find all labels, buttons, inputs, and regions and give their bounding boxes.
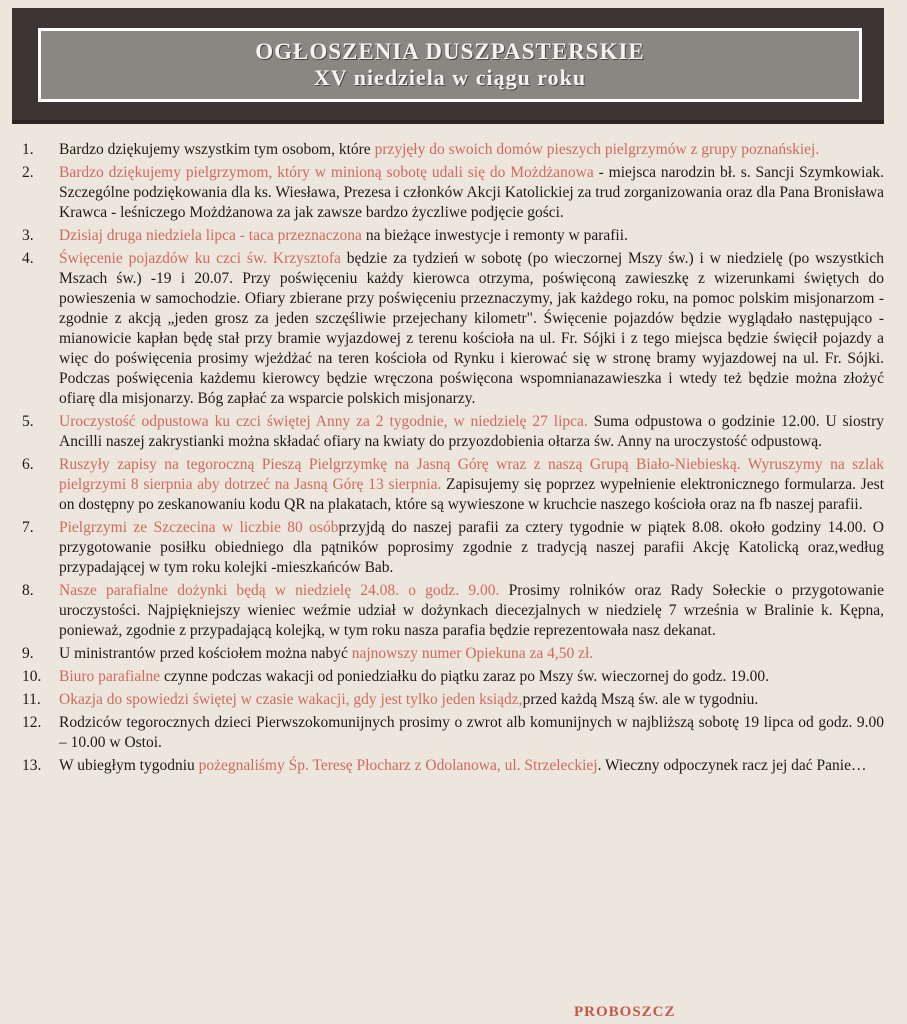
highlighted-text: Dzisiaj druga niedziela lipca - taca przeznaczona: [59, 227, 362, 244]
highlighted-text: Święcenie pojazdów ku czci św. Krzysztofa: [59, 250, 341, 267]
announcement-item: [22, 412, 884, 452]
text-segment: . Wieczny odpoczynek racz jej dać Panie…: [597, 757, 867, 774]
announcement-number: 10.: [22, 668, 42, 685]
announcement-item: [22, 713, 884, 753]
announcement-item: [22, 518, 884, 578]
text-segment: Bardzo dziękujemy wszystkim tym osobom, które: [59, 141, 375, 158]
highlighted-text: pożegnaliśmy Śp. Teresę Płocharz z Odolanowa, ul. Strzeleckiej: [198, 757, 598, 774]
announcement-text: [59, 140, 884, 160]
announcement-text: [59, 226, 884, 246]
text-segment: Zapisujemy się poprzez wypełnienie elektronicznego formularza. Jest on dostępny po zeskanowaniu kodu QR na plakatach, które są wywieszone w kruchcie naszego kościoła oraz na fb naszej parafii.: [59, 476, 885, 513]
announcement-item: [22, 249, 884, 409]
announcement-text: [59, 644, 884, 664]
announcement-number: 9.: [22, 645, 34, 662]
announcement-text: [59, 756, 884, 776]
text-segment: Suma odpustowa o godzinie 12.00. U siostry Ancilli naszej zakrystianki można składać ofiary na kwiaty do przyozdobienia ołtarza św. Anny na uroczystość odpustową.: [59, 413, 884, 450]
highlighted-text: Biuro parafialne: [59, 668, 161, 685]
announcement-text: [59, 581, 884, 641]
text-segment: będzie za tydzień w sobotę (po wieczornej Mszy św.) i w niedzielę (po wszystkich Mszach św.) -19 i 20.07. Przy poświęceniu każdy kierowca otrzyma, poświęconą zawieszkę z wizerunkami świętych do powieszenia w samochodzie. Ofiary zbierane przy poświęceniu przeznaczymy, jak każdego roku, na pomoc polskim misjonarzom - zgodnie z akcją „jeden grosz za jeden szczęśliwie przejechany kilometr". Święcenie pojazdów będzie wyglądało następująco - mianowicie kapłan będę stał przy bramie wyjazdowej z terenu kościoła na ul. Fr. Sójki i z tego miejsca będzie święcił pojazdy a więc do poświęcenia prosimy wjeżdżać na teren kościoła od Rynku i kierować się w stronę bramy wyjazdowej na ul. Fr. Sójki. Podczas poświęcenia każdemu kierowcy będzie wręczona poświęcona wspomnianazawieszka i wtedy też będzie można złożyć ofiarę dla misjonarzy. Bóg zapłać za wsparcie polskich misjonarzy.: [59, 250, 884, 407]
announcement-item: [22, 756, 884, 776]
announcement-number: 11.: [22, 691, 41, 708]
text-segment: U ministrantów przed kościołem można nabyć: [59, 645, 352, 662]
announcement-item: [22, 581, 884, 641]
announcement-number: 6.: [22, 456, 34, 473]
announcement-text: [59, 412, 884, 452]
signature: PROBOSZCZ: [574, 1004, 676, 1020]
announcement-text: [59, 713, 884, 753]
announcement-item: [22, 163, 884, 223]
announcement-number: 1.: [22, 141, 34, 158]
text-segment: przyjdą do naszej parafii za cztery tygodnie w piątek 8.08. około godziny 14.00. O przygotowanie posiłku obiedniego dla pątników poprosimy zgodnie z tradycją naszej parafii Akcję Katolicką oraz,według przypadającej w tym roku kolejki -mieszkańców Bab.: [59, 519, 884, 576]
announcement-item: [22, 644, 884, 664]
announcement-number: 7.: [22, 519, 34, 536]
announcement-item: [22, 667, 884, 687]
header-frame: [38, 28, 862, 102]
announcement-number: 12.: [22, 714, 42, 731]
page-subtitle: XV niedziela w ciągu roku: [313, 65, 587, 90]
announcement-text: [59, 249, 884, 409]
highlighted-text: przyjęły do swoich domów pieszych pielgrzymów z grupy poznańskiej.: [374, 141, 820, 158]
announcement-number: 5.: [22, 413, 34, 430]
text-segment: W ubiegłym tygodniu: [59, 757, 199, 774]
announcement-number: 13.: [22, 757, 42, 774]
highlighted-text: Pielgrzymi ze Szczecina w liczbie 80 osób: [59, 519, 339, 536]
text-segment: na bieżące inwestycje i remonty w parafii.: [361, 227, 628, 244]
announcement-text: [59, 455, 884, 515]
header-banner: [12, 8, 884, 124]
text-segment: Rodziców tegorocznych dzieci Pierwszokomunijnych prosimy o zwrot alb komunijnych w najbliższą sobotę 19 lipca od godz. 9.00 – 10.00 w Ostoi.: [59, 714, 884, 751]
announcement-text: [59, 667, 884, 687]
announcement-number: 8.: [22, 582, 34, 599]
announcement-item: [22, 226, 884, 246]
highlighted-text: Okazja do spowiedzi świętej w czasie wakacji, gdy jest tylko jeden ksiądz,: [59, 691, 523, 708]
announcement-item: [22, 455, 884, 515]
announcement-item: [22, 140, 884, 160]
announcement-number: 4.: [22, 250, 34, 267]
announcement-text: [59, 163, 884, 223]
announcement-text: [59, 518, 884, 578]
text-segment: przed każdą Mszą św. ale w tygodniu.: [522, 691, 759, 708]
text-segment: Prosimy rolników oraz Rady Sołeckie o przygotowanie uroczystości. Najpiękniejszy wieniec weźmie udział w dożynkach diecezjalnych w niedzielę 7 września w Bralinie k. Kępna, ponieważ, zgodnie z przypadającą kolejką, w tym roku nasza parafia będzie reprezentowała nasz dekanat.: [59, 582, 884, 639]
page-title: OGŁOSZENIA DUSZPASTERSKIE: [255, 39, 645, 64]
text-segment: - miejsca narodzin bł. s. Sancji Szymkowiak. Szczególne podziękowania dla ks. Wiesława, Prezesa i członków Akcji Katolickiej za trud zorganizowania oraz dla Pana Bronisława Krawca - leśniczego Możdżanowa za jak zawsze bardzo życzliwe podjęcie gości.: [59, 164, 884, 221]
announcement-text: [59, 690, 884, 710]
text-segment: czynne podczas wakacji od poniedziałku do piątku zaraz po Mszy św. wieczornej do godz. 19.00.: [160, 668, 770, 685]
announcement-number: 2.: [22, 164, 34, 181]
announcement-list: [22, 140, 884, 779]
highlighted-text: Uroczystość odpustowa ku czci świętej Anny za 2 tygodnie, w niedzielę 27 lipca.: [59, 413, 588, 430]
announcement-number: 3.: [22, 227, 34, 244]
highlighted-text: Bardzo dziękujemy pielgrzymom, który w minioną sobotę udali się do Możdżanowa: [59, 164, 594, 181]
highlighted-text: najnowszy numer Opiekuna za 4,50 zł.: [351, 645, 594, 662]
announcement-item: [22, 690, 884, 710]
highlighted-text: Ruszyły zapisy na tegoroczną Pieszą Pielgrzymkę na Jasną Górę wraz z naszą Grupą Biało-Niebieską. Wyruszymy na szlak pielgrzymi 8 sierpnia aby dotrzeć na Jasną Górę 13 sierpnia.: [59, 456, 884, 493]
highlighted-text: Nasze parafialne dożynki będą w niedzielę 24.08. o godz. 9.00.: [59, 582, 500, 599]
